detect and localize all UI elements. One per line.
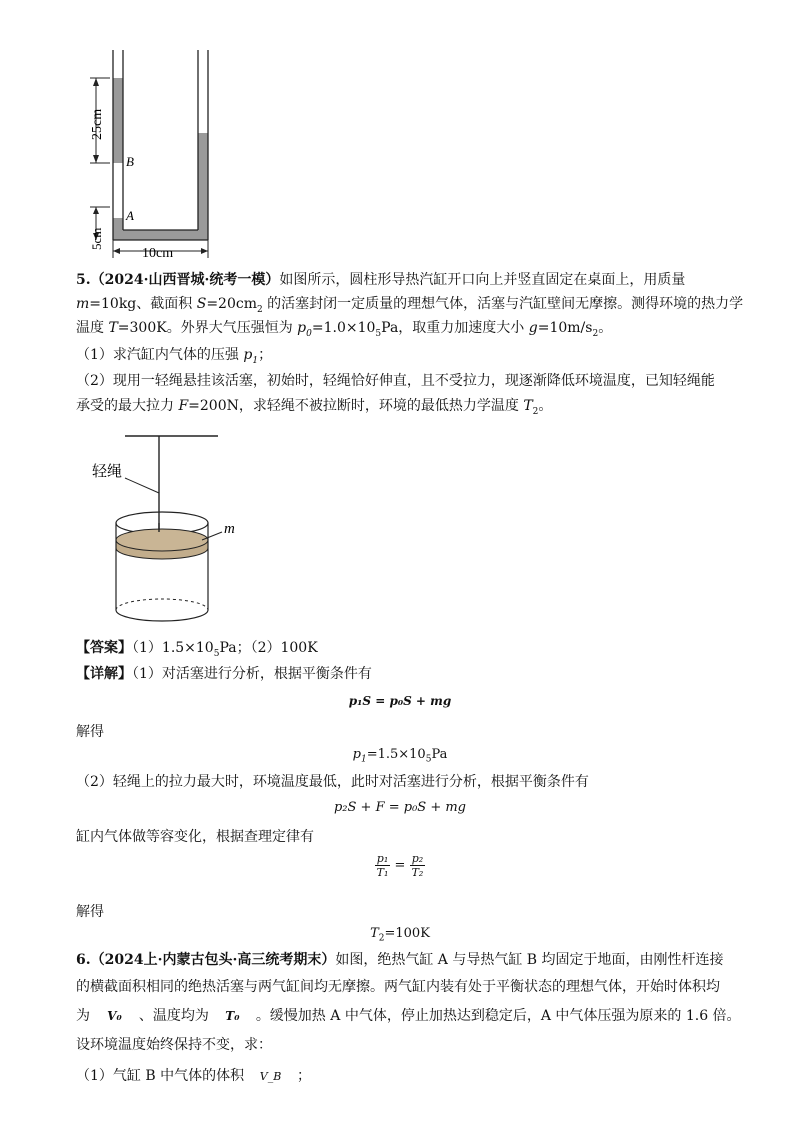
q6-line1	[76, 950, 724, 970]
u-tube-figure	[80, 50, 230, 265]
var-p1: p	[243, 347, 253, 363]
q5-l2-b: =20cm	[206, 296, 257, 312]
q5-text-1: 如图所示，圆柱形导热汽缸开口向上并竖直固定在桌面上，用质量	[279, 272, 686, 288]
q5-line1	[76, 270, 685, 290]
q5-l3-s2: 2	[592, 328, 599, 339]
q6-l5-a: （1）气缸 B 中气体的体积	[76, 1068, 245, 1084]
detail-s2: （2）轻绳上的拉力最大时，环境温度最低，此时对活塞进行分析，根据平衡条件有	[76, 774, 589, 790]
label-B: B	[126, 154, 134, 169]
q6-l1: 如图，绝热气缸 A 与导热气缸 B 均固定于地面，由刚性杆连接	[335, 952, 724, 968]
r1-b: Pa	[431, 747, 448, 762]
q6-l5-end: ；	[297, 1068, 312, 1084]
q5-source: （2024·山西晋城·统考一模）	[90, 272, 280, 288]
q5-p2-l2a: 承受的最大拉力	[76, 398, 179, 414]
q5-l2-c: 的活塞封闭一定质量的理想气体，活塞与汽缸壁间无摩擦。测得环境的热力学	[262, 296, 744, 312]
eq3-equals: =	[394, 858, 406, 873]
q5-l3-e: =10m/s	[537, 320, 593, 336]
r1-sub: 1	[360, 754, 367, 765]
r1-a: =1.5×10	[366, 747, 426, 762]
detail-line1	[76, 664, 372, 684]
q6-l3-c: 。缓慢加热 A 中气体，停止加热达到稳定后，A 中气体压强为原来的 1.6 倍。	[255, 1008, 741, 1024]
equation-2: p₂S + F = p₀S + mg	[333, 800, 467, 815]
q5-l3-a: 温度	[76, 320, 109, 336]
q5-l2-sup: 2	[257, 304, 263, 315]
q5-p2-l2b: =200N，求轻绳不被拉断时，环境的最低热力学温度	[188, 398, 524, 414]
detail-tag: 【详解】	[76, 666, 132, 682]
q5-p1-a: （1）求汽缸内气体的压强	[76, 347, 244, 363]
answer-a: （1）1.5×10	[132, 640, 214, 656]
q6-l3-b: 、温度均为	[138, 1008, 209, 1024]
result-2	[0, 926, 800, 944]
q5-line2	[76, 294, 743, 320]
cylinder-figure	[80, 428, 250, 628]
label-25cm: 25cm	[90, 108, 105, 140]
detail-s3: 缸内气体做等容变化，根据查理定律有	[76, 829, 314, 845]
q5-p2-l1: （2）现用一轻绳悬挂该活塞，初始时，轻绳恰好伸直，且不受拉力，现逐渐降低环境温度，已知轻绳能	[76, 373, 715, 389]
q5-l3-b: =300K。外界大气压强恒为	[117, 320, 298, 336]
var-T: T	[108, 320, 118, 336]
left-mercury-lower	[113, 218, 123, 230]
q6-source: （2024上·内蒙古包头·高三统考期末）	[90, 952, 336, 968]
q5-l3-f: 。	[598, 320, 613, 336]
label-5cm: 5cm	[89, 227, 104, 250]
mass-label: m	[224, 521, 235, 537]
equation-1: p₁S = p₀S + mg	[348, 694, 452, 708]
q5-p1-end: ；	[258, 347, 273, 363]
q5-l3-c: =1.0×10	[311, 320, 376, 336]
answer-line	[76, 638, 318, 664]
detail-s1: （1）对活塞进行分析，根据平衡条件有	[132, 666, 372, 682]
left-mercury-upper	[113, 78, 123, 163]
var-g: g	[528, 320, 538, 336]
q5-part2-line2	[76, 396, 552, 422]
var-p1-sub: 1	[252, 355, 259, 366]
var-V0: V₀	[107, 1009, 122, 1023]
answer-b: Pa；（2）100K	[219, 640, 318, 656]
var-F: F	[178, 398, 189, 414]
q6-line5	[76, 1066, 311, 1087]
eq3-frac-1: $\frac{\text{p₁}}{\text{T₁}}$	[376, 852, 389, 879]
r2-sub: 2	[378, 933, 385, 944]
label-10cm: 10cm	[142, 246, 174, 261]
q5-l2-a: =10kg、截面积	[89, 296, 197, 312]
q6-number: 6.	[76, 952, 91, 968]
jiede-1: 解得	[76, 724, 104, 740]
q5-part1	[76, 345, 272, 371]
q5-part2-line1	[76, 371, 715, 391]
var-T2-sub: 2	[532, 406, 539, 417]
right-mercury	[198, 133, 208, 230]
q6-line3	[76, 1006, 741, 1026]
r1-p: p	[352, 747, 361, 762]
var-VB: V_B	[259, 1070, 282, 1083]
bottom-mercury	[113, 230, 208, 240]
q6-line2: 的横截面积相同的绝热活塞与两气缸间均无摩擦。两气缸内装有处于平衡状态的理想气体，开始时体积均	[76, 979, 720, 995]
label-A: A	[126, 208, 134, 223]
q6-l3-a: 为	[76, 1008, 90, 1024]
answer-exp: 5	[213, 648, 220, 659]
var-m: m	[76, 296, 90, 312]
var-p0: p	[297, 320, 307, 336]
jiede-2: 解得	[76, 904, 104, 920]
result-1	[0, 747, 800, 765]
q5-l3-exp: 5	[375, 328, 382, 339]
q5-p2-end: 。	[538, 398, 553, 414]
q5-l3-d: Pa，取重力加速度大小	[381, 320, 529, 336]
var-S: S	[196, 296, 207, 312]
q5-line3	[76, 318, 612, 344]
rope-label: 轻绳	[92, 464, 123, 480]
q6-line4: 设环境温度始终保持不变，求：	[76, 1037, 272, 1053]
q5-number: 5.	[76, 272, 91, 288]
eq3-frac-2: $\frac{\text{p₂}}{\text{T₂}}$	[411, 852, 424, 879]
var-p0-sub: 0	[306, 328, 312, 339]
var-T0: T₀	[225, 1009, 240, 1023]
r2-b: =100K	[384, 926, 430, 941]
answer-tag: 【答案】	[76, 640, 132, 656]
r1-exp: 5	[425, 754, 432, 765]
equation-3	[0, 852, 800, 879]
var-T2: T	[523, 398, 533, 414]
r2-T: T	[370, 926, 379, 941]
